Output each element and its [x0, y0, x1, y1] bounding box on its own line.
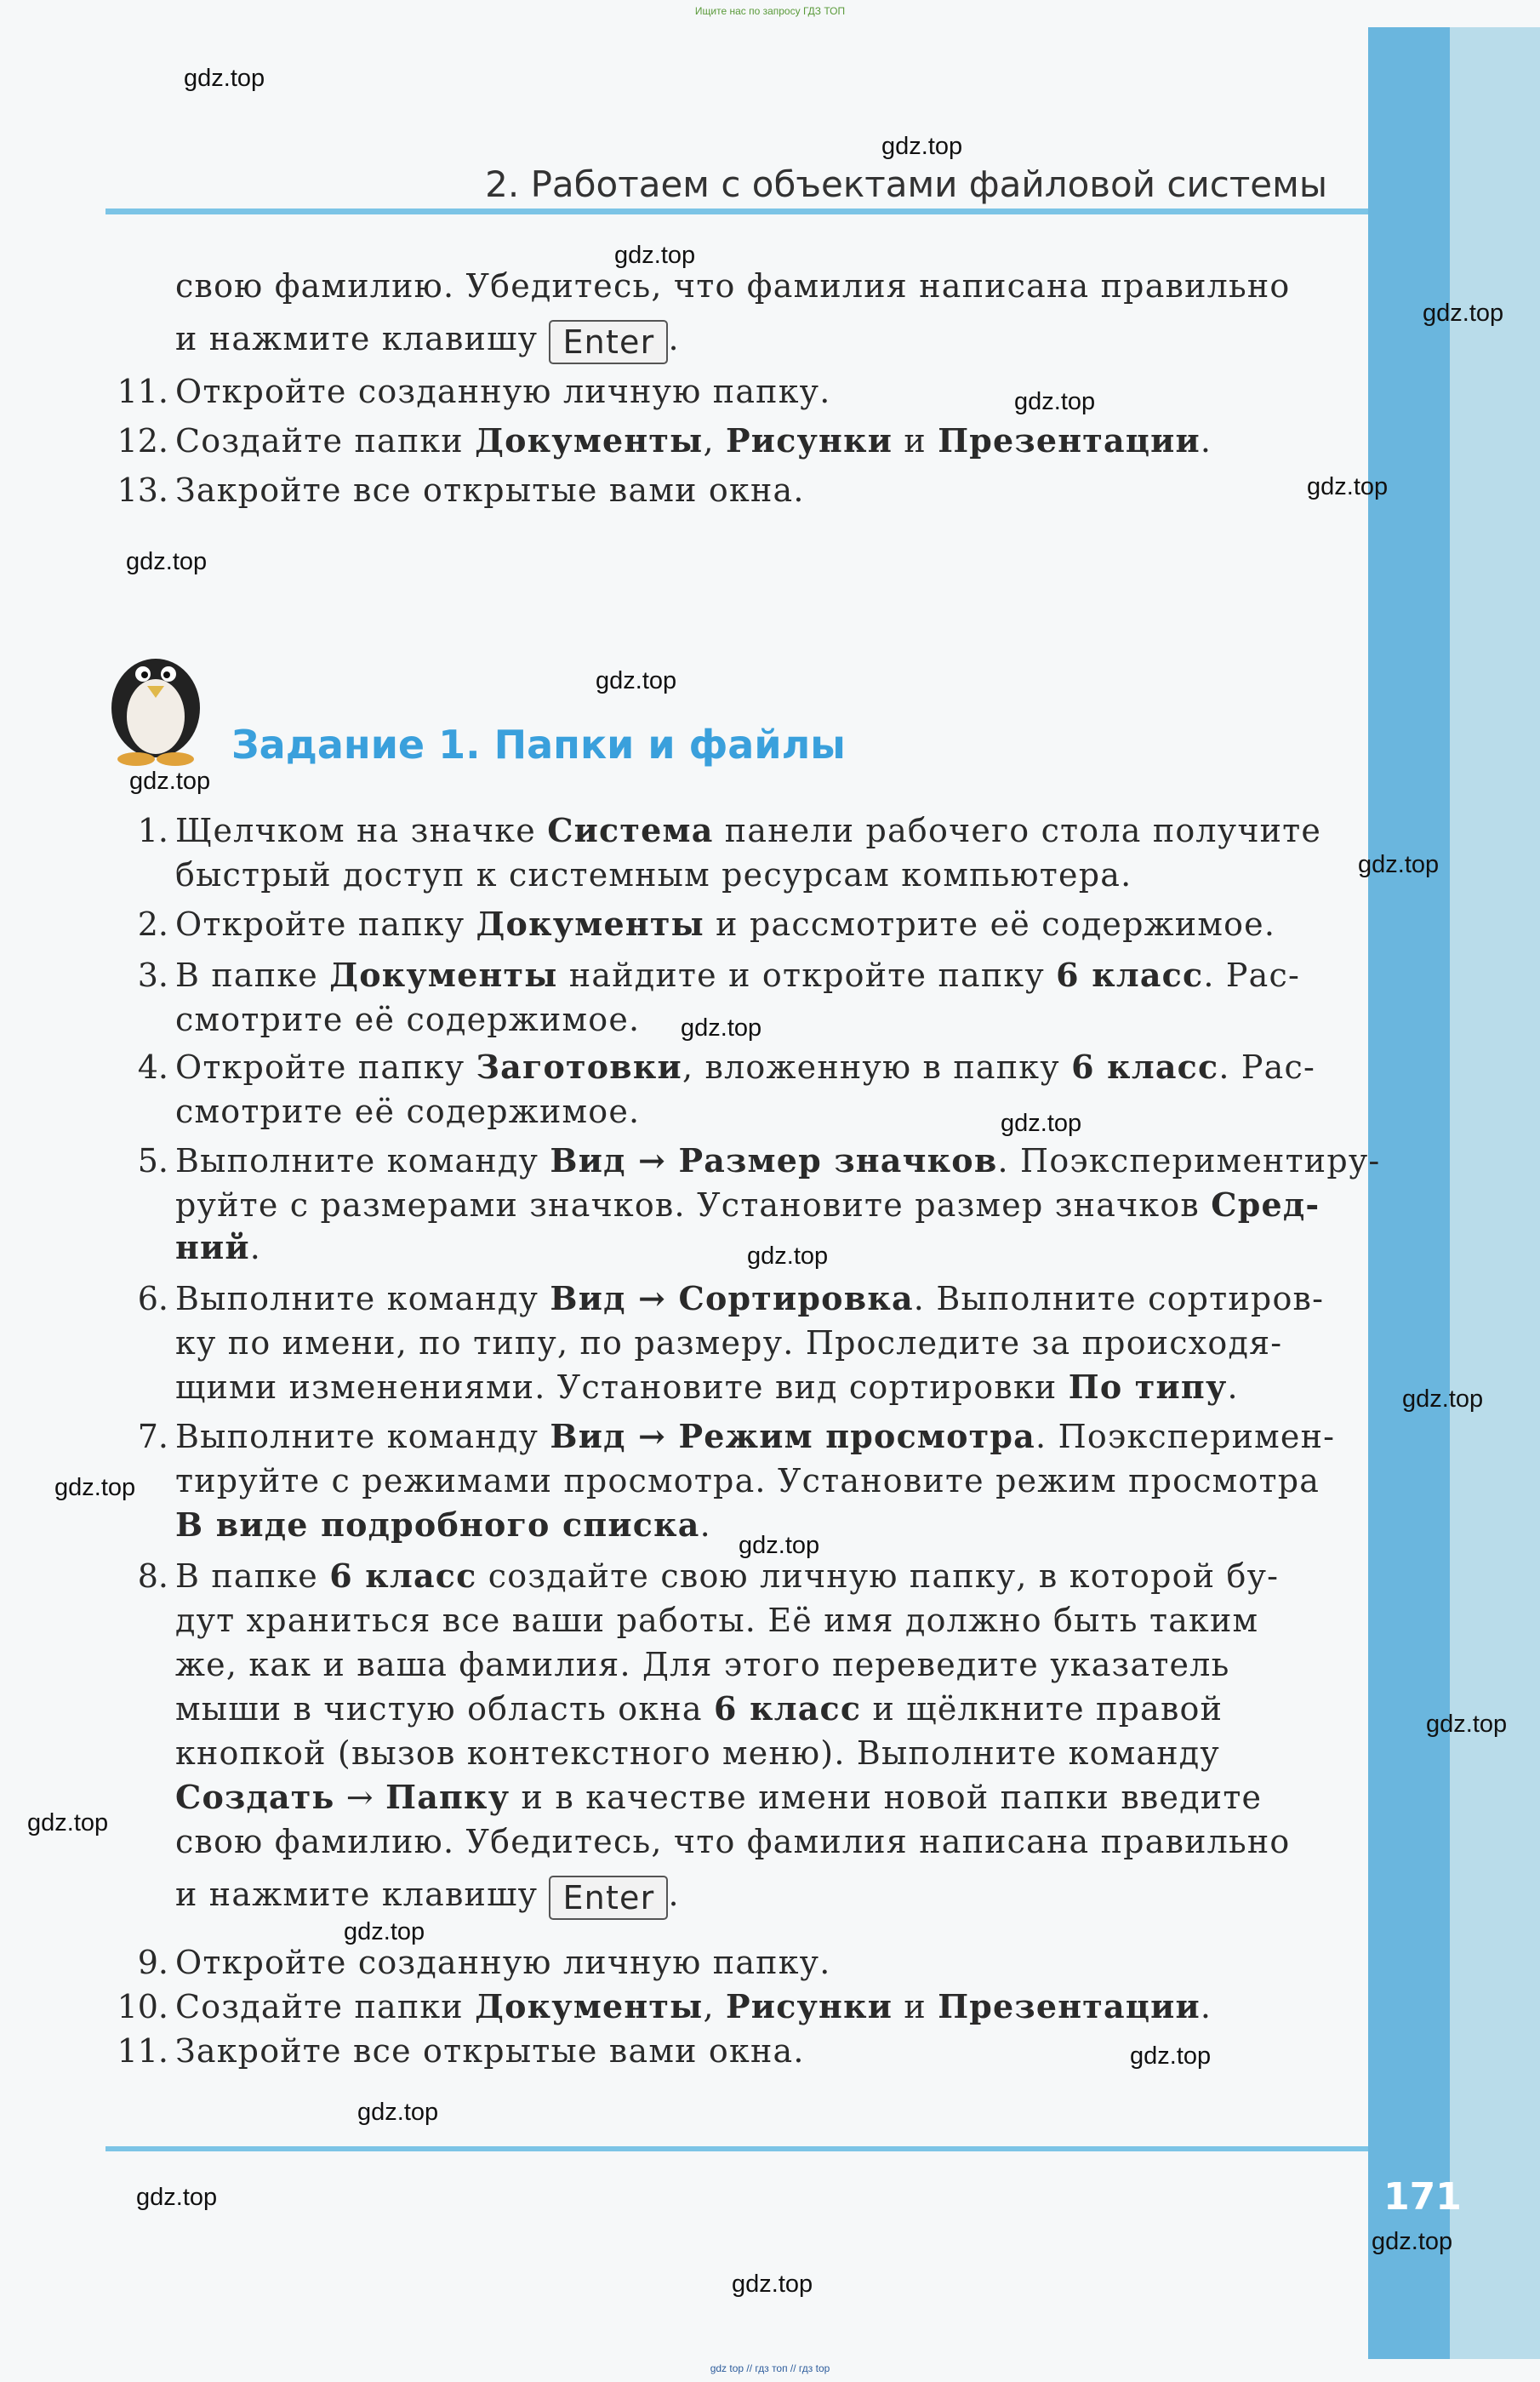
watermark: gdz.top — [1001, 1110, 1082, 1137]
watermark: gdz.top — [54, 1474, 136, 1501]
text-line — [175, 808, 1321, 853]
bold-term: ний — [175, 1228, 250, 1266]
text-fragment: . — [1200, 1988, 1212, 2025]
watermark: gdz.top — [1014, 388, 1096, 415]
text-fragment: В папке — [175, 957, 330, 994]
item-number: 2. — [137, 905, 168, 943]
text-fragment: руйте с размерами значков. Установите размер значков — [175, 1186, 1212, 1224]
item-number: 9. — [137, 1944, 168, 1981]
chapter-title: 2. Работаем с объектами файловой системы — [485, 163, 1327, 205]
bold-term: Система — [547, 811, 714, 849]
text-fragment: и — [893, 1988, 938, 2025]
footer-rule — [106, 2146, 1368, 2151]
text-line — [175, 1139, 1380, 1183]
item-number: 6. — [137, 1280, 168, 1317]
watermark: gdz.top — [357, 2099, 439, 2126]
text-line — [175, 1414, 1335, 1459]
text-line: смотрите её содержимое. — [175, 1001, 641, 1038]
text-fragment: и нажмите клавишу — [175, 320, 539, 357]
text-line: свою фамилию. Убедитесь, что фамилия написана правильно — [175, 267, 1291, 305]
text-line — [175, 1225, 261, 1270]
item-number: 8. — [137, 1557, 168, 1595]
text-line: ку по имени, по типу, по размеру. Проследите за происходя- — [175, 1324, 1283, 1362]
bold-term: Заготовки — [476, 1048, 682, 1086]
right-margin-strip-dark — [1368, 27, 1453, 2359]
watermark: gdz.top — [27, 1809, 109, 1836]
text-fragment: . Выполните сортиров- — [913, 1280, 1325, 1317]
watermark: gdz.top — [732, 2271, 813, 2298]
watermark: gdz.top — [614, 242, 696, 269]
text-fragment: создайте свою личную папку, в которой бу- — [476, 1557, 1280, 1595]
bold-term: В виде подробного списка — [175, 1505, 700, 1544]
text-fragment: . Рас- — [1203, 957, 1301, 994]
text-line — [175, 1985, 1212, 2029]
bold-term: 6 класс — [1071, 1048, 1219, 1086]
text-line: Откройте созданную личную папку. — [175, 1944, 831, 1981]
item-number: 11. — [117, 2032, 168, 2070]
enter-key: Enter — [549, 320, 668, 364]
bold-term: Рисунки — [726, 1987, 893, 2025]
text-fragment: . — [1200, 422, 1212, 460]
text-line: Откройте созданную личную папку. — [175, 373, 831, 410]
text-line: кнопкой (вызов контекстного меню). Выполните команду — [175, 1734, 1220, 1772]
text-fragment: Создайте папки — [175, 422, 476, 460]
text-line — [175, 1775, 1262, 1819]
text-fragment: Выполните команду — [175, 1418, 550, 1455]
text-line: смотрите её содержимое. — [175, 1093, 641, 1130]
text-line — [175, 953, 1300, 997]
text-line — [175, 902, 1275, 946]
watermark: gdz.top — [129, 768, 211, 795]
penguin-icon — [100, 630, 211, 766]
task-title: Задание 1. Папки и файлы — [231, 722, 846, 768]
watermark: gdz.top — [1426, 1711, 1508, 1738]
text-fragment: . — [249, 1229, 262, 1266]
text-line: же, как и ваша фамилия. Для этого переведите указатель — [175, 1646, 1230, 1683]
text-fragment: и в качестве имени новой папки введите — [510, 1779, 1263, 1816]
bold-term: Документы — [475, 1987, 704, 2025]
text-line: свою фамилию. Убедитесь, что фамилия написана правильно — [175, 1823, 1291, 1860]
text-fragment: панели рабочего стола получите — [713, 812, 1322, 849]
watermark: gdz.top — [1402, 1385, 1484, 1413]
bold-term: По типу — [1068, 1368, 1228, 1406]
text-fragment: , — [703, 1988, 727, 2025]
text-fragment: . — [1227, 1368, 1239, 1406]
watermark: gdz.top — [681, 1014, 762, 1042]
text-fragment: и рассмотрите её содержимое. — [704, 905, 1276, 943]
item-number: 7. — [137, 1418, 168, 1455]
watermark: gdz.top — [1372, 2228, 1453, 2255]
text-fragment: → — [334, 1779, 386, 1816]
watermark: gdz.top — [881, 133, 963, 160]
item-number: 10. — [117, 1988, 168, 2025]
bold-term: Документы — [475, 421, 704, 460]
text-fragment: . Поэкспериментиру- — [997, 1142, 1381, 1180]
bold-term: Вид → Сортировка — [550, 1279, 914, 1317]
bold-term: Вид → Размер значков — [550, 1141, 998, 1180]
bold-term: Создать — [175, 1778, 335, 1816]
text-fragment: Щелчком на значке — [175, 812, 548, 849]
watermark: gdz.top — [344, 1918, 425, 1945]
page-number: 171 — [1383, 2175, 1462, 2219]
text-line: быстрый доступ к системным ресурсам компьютера. — [175, 856, 1132, 894]
header-rule — [106, 208, 1368, 214]
bold-term: Презентации — [938, 1987, 1201, 2025]
text-fragment: Создайте папки — [175, 1988, 476, 2025]
watermark: gdz.top — [747, 1242, 829, 1270]
text-fragment: Выполните команду — [175, 1142, 550, 1180]
text-line — [175, 1503, 711, 1547]
item-number: 1. — [137, 812, 168, 849]
watermark: gdz.top — [596, 667, 677, 694]
top-note: Ищите нас по запросу ГДЗ ТОП — [694, 5, 846, 17]
text-line: тируйте с режимами просмотра. Установите режим просмотра — [175, 1462, 1320, 1499]
text-line: Закройте все открытые вами окна. — [175, 471, 805, 509]
bold-term: Рисунки — [726, 421, 893, 460]
text-fragment: Откройте папку — [175, 1048, 476, 1086]
bold-term: Папку — [385, 1778, 510, 1816]
bottom-note: gdz top // гдз топ // гдз top — [710, 2362, 830, 2374]
text-fragment: щими изменениями. Установите вид сортировки — [175, 1368, 1069, 1406]
text-line — [175, 1277, 1324, 1321]
text-line — [175, 1687, 1223, 1731]
bold-term: Вид → Режим просмотра — [550, 1417, 1036, 1455]
item-number: 13. — [117, 471, 168, 509]
text-fragment: . — [699, 1506, 711, 1544]
watermark: gdz.top — [1358, 851, 1440, 878]
watermark: gdz.top — [1423, 300, 1504, 327]
text-fragment: Откройте папку — [175, 905, 476, 943]
text-fragment: Выполните команду — [175, 1280, 550, 1317]
text-line — [175, 1183, 1320, 1227]
bold-term: 6 класс — [329, 1557, 477, 1595]
watermark: gdz.top — [739, 1532, 820, 1559]
item-number: 4. — [137, 1048, 168, 1086]
text-fragment: найдите и откройте папку — [557, 957, 1057, 994]
watermark: gdz.top — [1307, 473, 1389, 500]
bold-term: Презентации — [938, 421, 1201, 460]
watermark: gdz.top — [136, 2184, 218, 2211]
text-fragment: , вложенную в папку — [682, 1048, 1072, 1086]
text-fragment: , — [703, 422, 727, 460]
text-line — [175, 1554, 1279, 1598]
text-fragment: . Рас- — [1218, 1048, 1316, 1086]
text-fragment: и щёлкните правой — [861, 1690, 1223, 1728]
text-line: дут храниться все ваши работы. Её имя должно быть таким — [175, 1602, 1259, 1639]
bold-term: Сред- — [1211, 1185, 1320, 1224]
bold-term: 6 класс — [1056, 956, 1204, 994]
watermark: gdz.top — [126, 548, 208, 575]
bold-term: 6 класс — [714, 1689, 862, 1728]
text-fragment: и нажмите клавишу — [175, 1876, 539, 1913]
text-fragment: и — [893, 422, 938, 460]
watermark: gdz.top — [184, 65, 265, 92]
enter-key: Enter — [549, 1876, 668, 1920]
item-number: 11. — [117, 373, 168, 410]
text-fragment: . Поэксперимен- — [1035, 1418, 1336, 1455]
item-number: 12. — [117, 422, 168, 460]
text-line — [175, 1045, 1315, 1089]
bold-term: Документы — [329, 956, 558, 994]
text-line: Закройте все открытые вами окна. — [175, 2032, 805, 2070]
text-line — [175, 419, 1212, 463]
item-number: 5. — [137, 1142, 168, 1180]
text-line: и нажмите клавишу Enter . — [175, 317, 680, 364]
text-fragment: мыши в чистую область окна — [175, 1690, 714, 1728]
watermark: gdz.top — [1130, 2042, 1212, 2070]
bold-term: Документы — [476, 905, 704, 943]
text-line: и нажмите клавишу Enter . — [175, 1872, 680, 1920]
text-fragment: В папке — [175, 1557, 330, 1595]
item-number: 3. — [137, 957, 168, 994]
text-line — [175, 1365, 1239, 1409]
